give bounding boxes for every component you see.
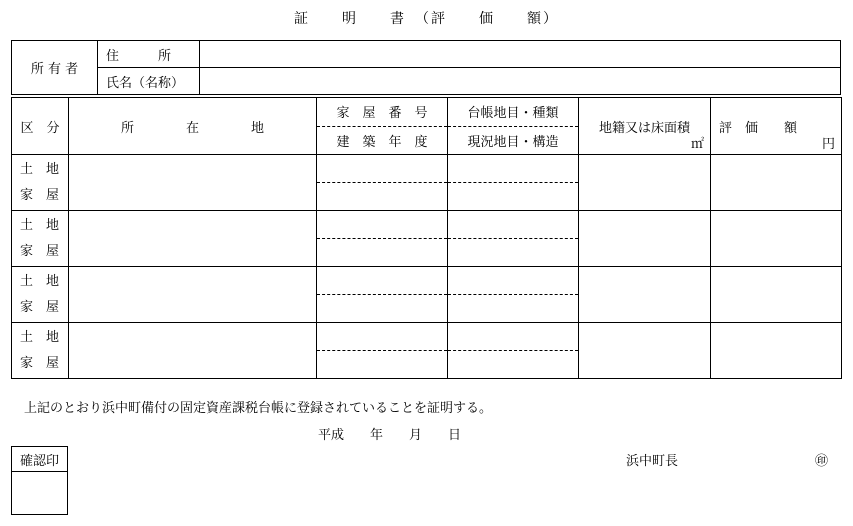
category-cell[interactable]: [448, 211, 579, 267]
kubun-land: 土 地: [20, 217, 60, 233]
house-number-cell[interactable]: [317, 155, 448, 211]
valuation-cell[interactable]: [711, 323, 842, 379]
kubun-house: 家 屋: [20, 187, 60, 203]
table-row: [12, 323, 842, 379]
kubun-cell: [12, 155, 69, 211]
table-row: [12, 155, 842, 211]
certification-statement: 上記のとおり浜中町備付の固定資産課税台帳に登録されていることを証明する。: [24, 401, 493, 416]
mayor-title: 浜中町長: [626, 454, 679, 469]
location-cell[interactable]: [69, 267, 317, 323]
kubun-house: 家 屋: [20, 243, 60, 259]
owner-table: [11, 40, 841, 95]
valuation-cell[interactable]: [711, 211, 842, 267]
owner-label: 所 有 者: [12, 41, 98, 95]
header-category: [448, 98, 579, 155]
house-number-cell[interactable]: [317, 323, 448, 379]
kubun-land: 土 地: [20, 161, 60, 177]
address-label: 住 所: [98, 41, 200, 68]
property-table: [11, 97, 842, 379]
header-house-number: 家 屋 番 号: [317, 98, 447, 127]
header-valuation-unit: 円: [821, 137, 835, 152]
location-cell[interactable]: [69, 211, 317, 267]
header-build-year: 建 築 年 度: [336, 134, 428, 150]
kubun-cell: [12, 323, 69, 379]
header-valuation-label: 評 価 額: [719, 120, 798, 136]
confirm-label: 確認印: [12, 447, 68, 472]
location-cell[interactable]: [69, 323, 317, 379]
document-title: 証 明 書 （評 価 額）: [294, 11, 559, 27]
table-row: [12, 267, 842, 323]
location-cell[interactable]: [69, 155, 317, 211]
seal-mark: ㊞: [815, 454, 829, 469]
header-area: [579, 98, 711, 155]
header-kubun: 区 分: [12, 98, 69, 155]
header-house-number-year: [317, 98, 448, 155]
header-valuation: [711, 98, 842, 155]
header-area-label: 地籍又は床面積: [598, 120, 690, 136]
area-cell[interactable]: [579, 267, 711, 323]
house-number-cell[interactable]: [317, 267, 448, 323]
area-cell[interactable]: [579, 211, 711, 267]
name-field[interactable]: [200, 68, 841, 95]
name-label: 氏名（名称）: [98, 68, 200, 95]
header-location: 所 在 地: [69, 98, 317, 155]
header-actual-category: 現況地目・構造: [467, 134, 559, 150]
valuation-cell[interactable]: [711, 267, 842, 323]
kubun-cell: [12, 267, 69, 323]
kubun-house: 家 屋: [20, 355, 60, 371]
table-row: [12, 211, 842, 267]
kubun-cell: [12, 211, 69, 267]
house-number-cell[interactable]: [317, 211, 448, 267]
area-cell[interactable]: [579, 155, 711, 211]
category-cell[interactable]: [448, 155, 579, 211]
address-field[interactable]: [200, 41, 841, 68]
kubun-land: 土 地: [20, 329, 60, 345]
category-cell[interactable]: [448, 267, 579, 323]
confirm-stamp-box: [11, 446, 68, 515]
header-ledger-category: 台帳地目・種類: [448, 98, 578, 127]
area-cell[interactable]: [579, 323, 711, 379]
valuation-cell[interactable]: [711, 155, 842, 211]
category-cell[interactable]: [448, 323, 579, 379]
kubun-land: 土 地: [20, 273, 60, 289]
issue-date: 平成 年 月 日: [318, 428, 462, 443]
header-area-unit: ㎡: [690, 137, 704, 152]
confirm-stamp-area[interactable]: [12, 472, 68, 515]
kubun-house: 家 屋: [20, 299, 60, 315]
